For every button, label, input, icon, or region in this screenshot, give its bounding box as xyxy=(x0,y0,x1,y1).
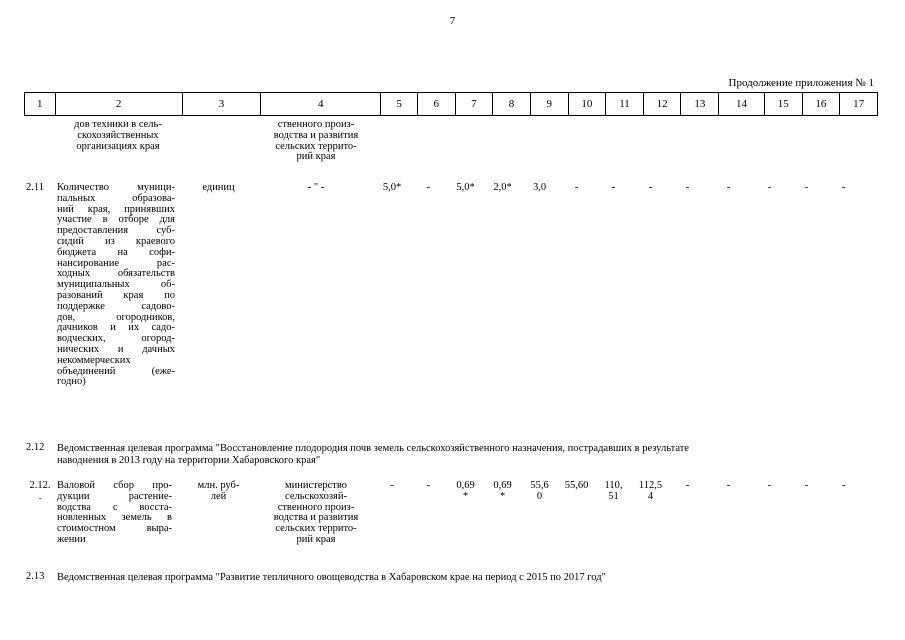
row-2-12-1-name xyxy=(57,481,172,546)
row-2-12-1-source-line: рий края xyxy=(296,533,336,545)
row-2-12-1-name-line: дукции растение- xyxy=(57,490,172,502)
row-2-12-1-value-line: * xyxy=(462,490,469,502)
row-2-12-1-col-8 xyxy=(484,481,521,503)
row-2-12-1-unit xyxy=(180,481,257,503)
row-2-11-name-line: предоставления суб- xyxy=(57,225,175,237)
row-2-11-col-6 xyxy=(410,183,447,194)
row-2-11-value-line: - xyxy=(726,182,731,193)
row-2-11-col-10 xyxy=(558,183,595,194)
row-2-11-name-line: пальных образова- xyxy=(57,192,175,204)
row-continuation-source-line: ственного произ- xyxy=(277,119,355,130)
row-2-12-1-source-line: ственного произ- xyxy=(277,501,355,513)
column-header-7: 7 xyxy=(455,93,493,116)
row-continuation-source-line: водства и развития xyxy=(273,129,359,141)
row-2-11-col-13 xyxy=(669,183,706,194)
column-header-2: 2 xyxy=(55,93,182,116)
row-2-12-1-unit-line: млн. руб- xyxy=(197,480,240,491)
row-2-12-1-value-line: 0 xyxy=(536,490,543,502)
row-2-11-col-11 xyxy=(595,183,632,194)
column-header-17: 17 xyxy=(840,93,878,116)
row-2-11-name-line: ний края, принявших xyxy=(57,203,175,215)
row-2-11-col-7 xyxy=(447,183,484,194)
row-2-11-name-line: объединений (еже- xyxy=(57,365,175,377)
row-2-12-1-col-13 xyxy=(669,481,706,492)
row-2-11-col-12 xyxy=(632,183,669,194)
column-header-15: 15 xyxy=(764,93,802,116)
row-2-12-1-col-5 xyxy=(374,481,410,492)
row-2-11-name-line: Количество муници- xyxy=(57,182,175,193)
row-2-11-name xyxy=(57,183,175,388)
row-2-11-name-line: разований края по xyxy=(57,289,175,301)
row-2-12-1-number xyxy=(24,481,56,503)
column-header-1: 1 xyxy=(25,93,56,116)
row-2-11-name-line: некоммерческих xyxy=(57,354,131,366)
row-2-11-name-line: нансирование рас- xyxy=(57,257,175,269)
row-2-11-name-line: нических и дачных xyxy=(57,343,175,355)
row-2-12-1-value-line: - xyxy=(767,480,772,491)
row-2-12-1-value-line: 55,60 xyxy=(564,480,589,491)
row-2-12-1-value-line: 0,69 xyxy=(456,480,475,491)
row-2-12-1-col-14 xyxy=(706,481,751,492)
row-2-11-value-line: 5,0* xyxy=(456,182,475,193)
row-2-11-col-9 xyxy=(521,183,558,194)
section-2-13-title: Ведомственная целевая программа "Развитие тепличного овощеводства в Хабаровском крае на период с 2015 по 2017 год" xyxy=(57,572,606,583)
section-2-12-title xyxy=(57,443,857,466)
row-2-11-source: - " - xyxy=(307,182,325,193)
row-2-12-1-value-line: 0,69 xyxy=(493,480,512,491)
row-2-11-col-5 xyxy=(374,183,410,194)
row-2-11-col-17 xyxy=(825,183,862,194)
row-2-12-1-col-10 xyxy=(558,481,595,492)
row-2-11-value-line: 3,0 xyxy=(532,182,547,193)
row-2-12-1-col-16 xyxy=(788,481,825,492)
row-2-12-1-col-7 xyxy=(447,481,484,503)
row-2-12-1-col-12 xyxy=(632,481,669,503)
row-2-11-value-line: - xyxy=(841,182,846,193)
row-2-11-value-line: 2,0* xyxy=(493,182,512,193)
row-2-11-name-line: поддержке садово- xyxy=(57,300,175,312)
row-2-12-1-col-15 xyxy=(751,481,788,492)
column-header-14: 14 xyxy=(719,93,765,116)
continuation-label: Продолжение приложения № 1 xyxy=(728,77,874,89)
row-2-12-1-value-line: 4 xyxy=(647,490,654,502)
column-header-5: 5 xyxy=(381,93,418,116)
row-2-12-1-col-11 xyxy=(595,481,632,503)
row-2-11-value-line: - xyxy=(574,182,579,193)
column-header-9: 9 xyxy=(530,93,568,116)
row-2-11-value-line: - xyxy=(426,182,431,193)
row-2-12-1-value-line: - xyxy=(726,480,731,491)
row-2-12-1-name-line: стоимостном выра- xyxy=(57,523,172,535)
row-2-11-name-line: водческих, огород- xyxy=(57,333,175,345)
row-2-12-1-source xyxy=(257,481,375,546)
column-header-13: 13 xyxy=(681,93,719,116)
row-2-12-1-value-line: - xyxy=(426,480,431,491)
column-header-8: 8 xyxy=(493,93,531,116)
column-header-3: 3 xyxy=(182,93,260,116)
row-2-11-name-line: годно) xyxy=(57,376,86,388)
row-2-12-1-col-6 xyxy=(410,481,447,492)
section-2-12-number: 2.12 xyxy=(26,442,45,453)
row-2-11-value-line: - xyxy=(685,182,690,193)
row-2-11-value-line: - xyxy=(767,182,772,193)
row-2-12-1-name-line: Валовой сбор про- xyxy=(57,480,172,491)
row-2-12-1-name-line: водства с восста- xyxy=(57,501,172,513)
row-2-12-1-value-line: 51 xyxy=(608,490,619,502)
row-2-12-1-source-line: сельскохозяй- xyxy=(285,490,347,502)
row-2-12-1-value-line: - xyxy=(841,480,846,491)
row-2-11-value-line: - xyxy=(648,182,653,193)
row-2-11-name-line: сидий из краевого xyxy=(57,235,175,247)
row-continuation-source xyxy=(257,120,375,163)
column-header-row xyxy=(25,93,878,116)
row-2-11-col-16 xyxy=(788,183,825,194)
row-2-12-1-value-line: - xyxy=(804,480,809,491)
section-2-12-title-line: наводнения в 2013 году на территории Хабаровского края" xyxy=(57,454,321,466)
page-number: 7 xyxy=(449,15,456,27)
row-2-11-name-line: бюджета на софи- xyxy=(57,246,175,258)
row-2-12-1-value-line: - xyxy=(685,480,690,491)
row-2-12-1-value-line: 55,6 xyxy=(530,480,549,491)
row-2-12-1-number-line: . xyxy=(38,490,42,502)
row-continuation-source-line: сельских террито- xyxy=(275,140,357,152)
column-header-11: 11 xyxy=(606,93,644,116)
row-2-12-1-name-line: жении xyxy=(57,533,86,545)
row-continuation-name-line: скохозяйственных xyxy=(77,129,159,141)
row-2-12-1-source-line: министерство xyxy=(284,480,348,491)
row-2-11-col-14 xyxy=(706,183,751,194)
row-2-12-1-unit-line: лей xyxy=(210,490,227,502)
row-2-12-1-value-line: - xyxy=(390,480,394,491)
row-2-12-1-col-17 xyxy=(825,481,862,492)
row-2-12-1-number-line: 2.12. xyxy=(29,480,51,491)
row-continuation-name-line: дов техники в сель- xyxy=(74,119,162,130)
row-2-11-unit: единиц xyxy=(202,182,235,193)
row-2-12-1-value-line: 110, xyxy=(604,480,623,491)
row-2-11-number: 2.11 xyxy=(26,182,44,193)
row-2-12-1-value-line: * xyxy=(499,490,506,502)
column-header-10: 10 xyxy=(568,93,606,116)
row-2-12-1-source-line: водства и развития xyxy=(273,512,359,524)
row-2-11-name-line: дачников и их садо- xyxy=(57,322,175,334)
row-2-12-1-name-line: новленных земель в xyxy=(57,512,172,524)
row-2-11-name-line: участие в отборе для xyxy=(57,214,175,226)
row-continuation-name xyxy=(57,120,179,152)
row-2-11-value-line: 5,0* xyxy=(382,182,402,193)
section-2-12-title-line: Ведомственная целевая программа "Восстановление плодородия почв земель сельскохозяйственного назначения, пострадавших в результате xyxy=(57,443,689,454)
row-2-12-1-source-line: сельских террито- xyxy=(275,523,357,535)
column-header-table xyxy=(24,92,878,116)
column-header-6: 6 xyxy=(417,93,455,116)
section-2-13-number: 2.13 xyxy=(26,571,45,582)
row-2-11-name-line: ходных обязательств xyxy=(57,268,175,280)
row-2-11-value-line: - xyxy=(804,182,809,193)
column-header-12: 12 xyxy=(643,93,681,116)
row-2-11-name-line: муниципальных об- xyxy=(57,279,175,291)
row-2-11-value-line: - xyxy=(611,182,616,193)
row-2-11-name-line: дов, огородников, xyxy=(57,311,175,323)
column-header-4: 4 xyxy=(261,93,381,116)
row-2-11-col-8 xyxy=(484,183,521,194)
row-continuation-source-line: рий края xyxy=(296,151,336,163)
column-header-16: 16 xyxy=(802,93,840,116)
row-2-11-col-15 xyxy=(751,183,788,194)
row-continuation-name-line: организациях края xyxy=(76,140,160,152)
row-2-12-1-value-line: 112,5 xyxy=(638,480,663,491)
row-2-12-1-col-9 xyxy=(521,481,558,503)
